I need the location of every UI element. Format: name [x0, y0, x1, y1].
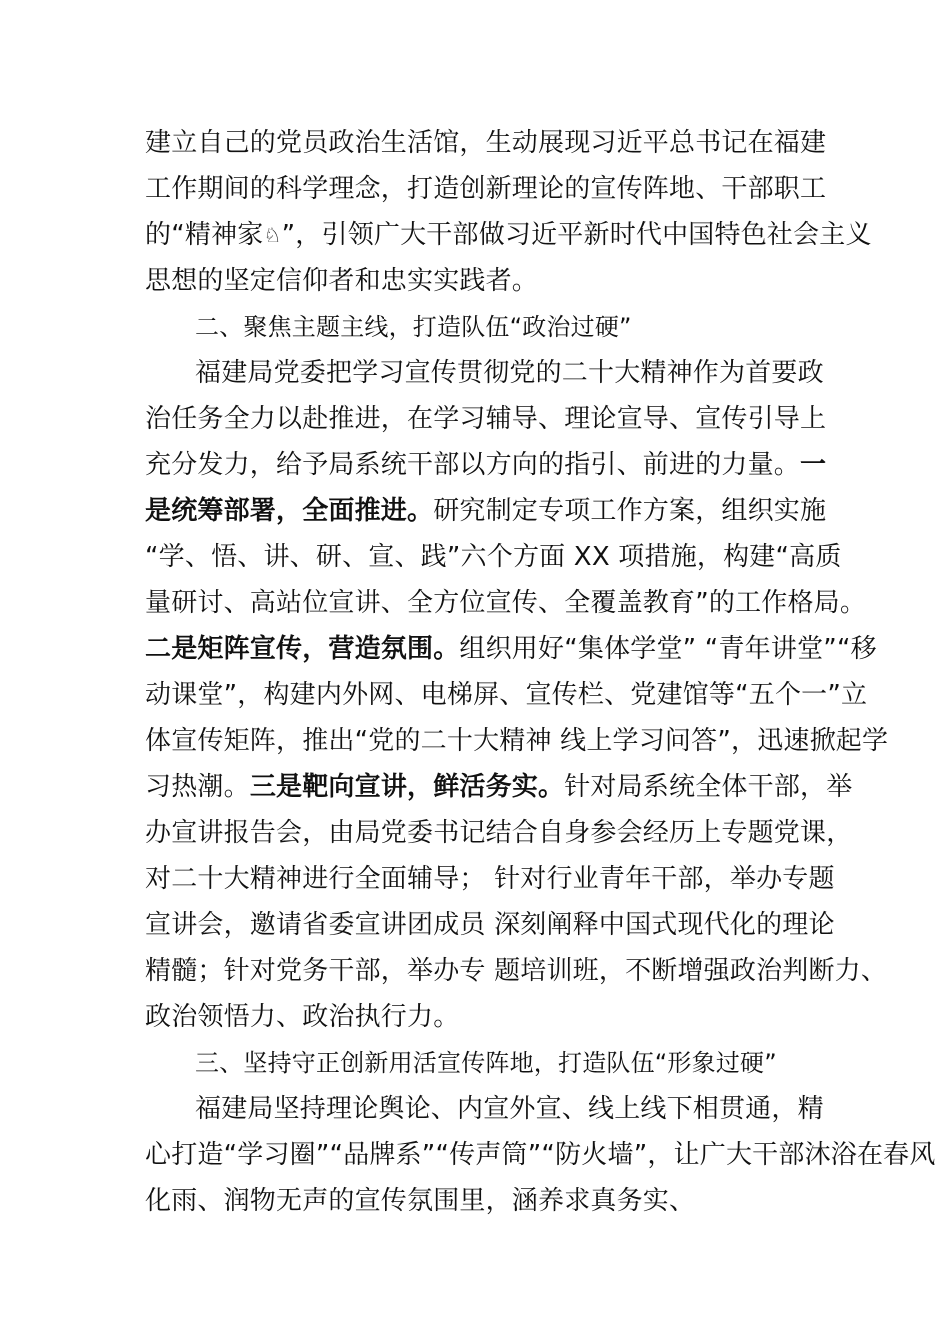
text-run: 福建局党委把学习宣传贯彻党的二十大精神作为首要政 — [195, 358, 824, 388]
paragraph-line — [145, 212, 872, 258]
paragraph-line — [145, 120, 845, 166]
text-run: “学、悟、讲、研、宣、践”六个方面 XX 项措施，构建“高质 — [145, 542, 842, 572]
paragraph-line — [145, 534, 845, 580]
paragraph-line — [145, 718, 889, 764]
paragraph-line — [195, 350, 895, 396]
text-run: 组织用好“集体学堂” “青年讲堂”“移 — [459, 634, 877, 664]
stray-glyph-icon: ♘ — [263, 223, 282, 247]
text-run: 政治领悟力、政治执行力。 — [145, 1002, 460, 1032]
text-run: 办宣讲报告会，由局党委书记结合自身参会经历上专题党课， — [145, 818, 853, 848]
heading-text: 三、坚持守正创新用活宣传阵地，打造队伍“形象过硬” — [195, 1049, 777, 1077]
text-run: 福建局坚持理论舆论、内宣外宣、线上线下相贯通，精 — [195, 1094, 824, 1124]
text-run: 体宣传矩阵，推出“党的二十大精神 线上学习问答”，迅速掀起学 — [145, 726, 889, 756]
paragraph-line — [145, 1132, 936, 1178]
bold-text-run: 二是矩阵宣传，营造氛围。 — [145, 634, 460, 664]
text-run: 充分发力，给予局系统干部以方向的指引、前进的力量。 — [145, 450, 801, 480]
text-run: 思想的坚定信仰者和忠实实践者。 — [145, 266, 539, 296]
paragraph-line — [145, 166, 845, 212]
paragraph-line — [145, 810, 853, 856]
paragraph-line — [145, 442, 845, 488]
text-run: 的“精神家 — [145, 220, 264, 250]
text-run: 动课堂”，构建内外网、电梯屏、宣传栏、党建馆等“五个一”立 — [145, 680, 868, 710]
text-run: 化雨、润物无声的宣传氛围里，涵养求真务实、 — [145, 1186, 696, 1216]
text-run: 对二十大精神进行全面辅导； 针对行业青年干部，举办专题 — [145, 864, 835, 894]
paragraph-line — [145, 1178, 845, 1224]
text-run: 研究制定专项工作方案，组织实施 — [433, 496, 827, 526]
text-run: 针对局系统全体干部，举 — [564, 772, 853, 802]
text-run: 宣讲会，邀请省委宣讲团成员 深刻阐释中国式现代化的理论 — [145, 910, 835, 940]
bold-text-run: 三是靶向宣讲，鲜活务实。 — [249, 772, 565, 802]
paragraph-line — [145, 396, 845, 442]
section-heading — [195, 1040, 895, 1086]
text-run: 量研讨、高站位宣讲、全方位宣传、全覆盖教育”的工作格局。 — [145, 588, 867, 618]
paragraph-line — [145, 902, 845, 948]
text-run: 治任务全力以赴推进，在学习辅导、理论宣导、宣传引导上 — [145, 404, 827, 434]
text-run: 心打造“学习圈”“品牌系”“传声筒”“防火墙”，让广大干部沐浴在春风 — [145, 1140, 936, 1170]
paragraph-line — [195, 1086, 895, 1132]
paragraph-line — [145, 626, 877, 672]
paragraph-line — [145, 856, 845, 902]
text-run: 建立自己的党员政治生活馆，生动展现习近平总书记在福建 — [145, 128, 827, 158]
paragraph-line — [145, 948, 888, 994]
text-run: 精髓；针对党务干部，举办专 题培训班，不断增强政治判断力、 — [145, 956, 888, 986]
paragraph-line — [145, 580, 867, 626]
text-run: ”，引领广大干部做习近平新时代中国特色社会主义 — [281, 220, 872, 250]
paragraph-line — [145, 258, 845, 304]
paragraph-line — [145, 764, 853, 810]
paragraph-line — [145, 994, 845, 1040]
heading-text: 二、聚焦主题主线，打造队伍“政治过硬” — [195, 313, 632, 341]
paragraph-line — [145, 672, 868, 718]
bold-text-run: 是统筹部署，全面推进。 — [145, 496, 434, 526]
bold-text-run: 一 — [800, 450, 827, 480]
text-run: 习热潮。 — [145, 772, 250, 802]
section-heading — [195, 304, 895, 350]
text-run: 工作期间的科学理念，打造创新理论的宣传阵地、干部职工 — [145, 174, 827, 204]
paragraph-line — [145, 488, 845, 534]
